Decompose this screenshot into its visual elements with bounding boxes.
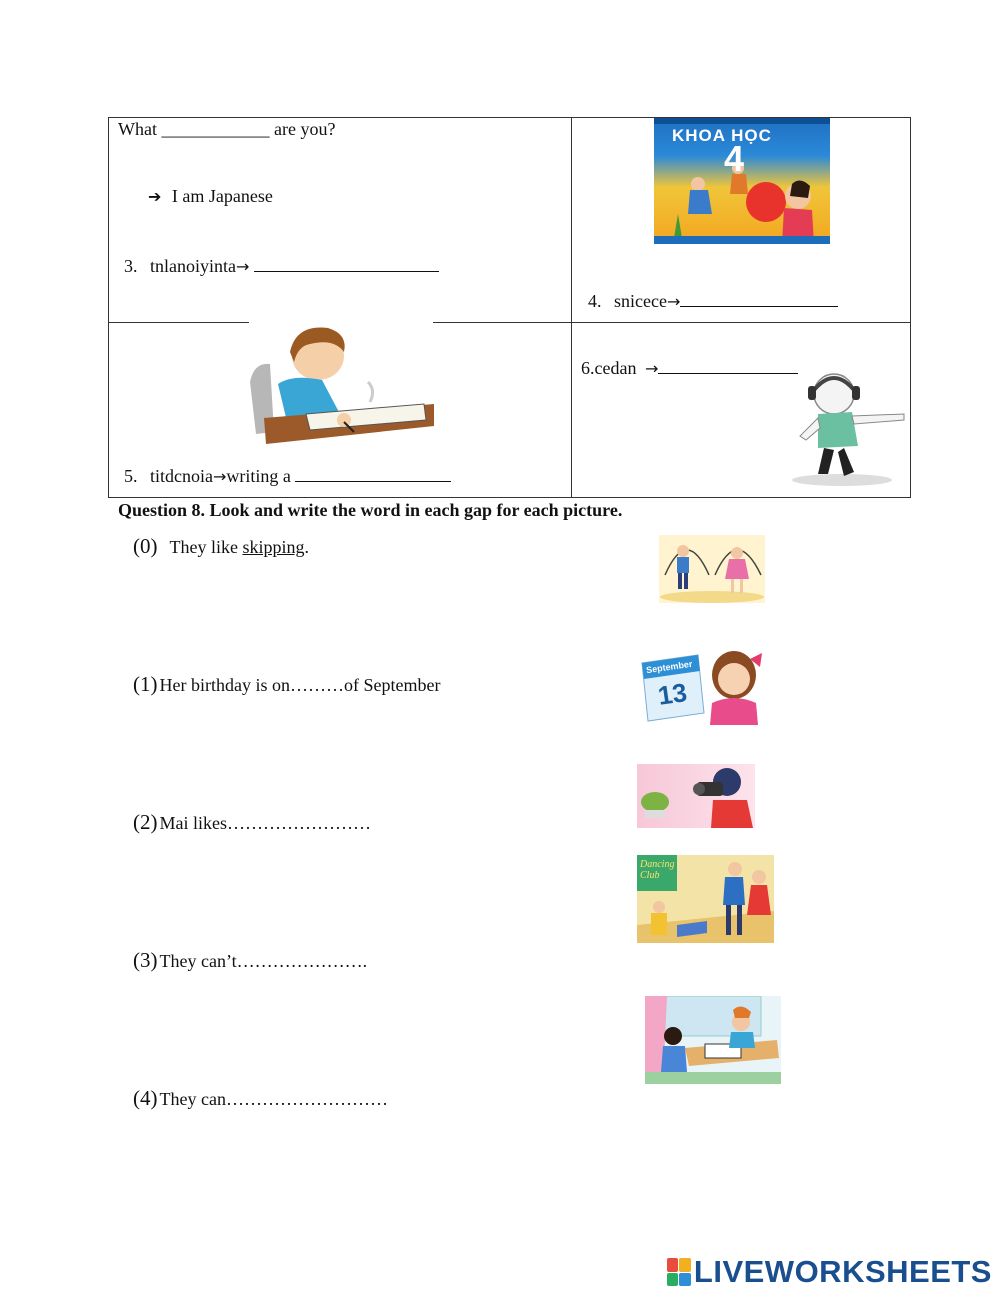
item-text-after: .: [304, 537, 309, 557]
q8-item-1: [133, 672, 440, 697]
logo-text: LIVEWORKSHEETS: [693, 1254, 992, 1289]
table-divider-left-a: [108, 322, 249, 323]
example-answer: skipping: [242, 537, 305, 557]
item-text[interactable]: They can………………………: [159, 1089, 388, 1109]
item3-line: [124, 255, 439, 277]
arrow-icon: →: [212, 467, 227, 486]
arrow-icon: →: [644, 359, 659, 378]
item4-word: snicece: [614, 291, 667, 311]
calendar-month: September: [645, 658, 694, 676]
q8-item-0: [133, 534, 309, 559]
arrow-icon: →: [666, 292, 681, 311]
item-text[interactable]: Mai likes……………………: [159, 813, 371, 833]
cell1-question: What ____________ are you?: [118, 119, 336, 139]
arrow-icon: ➔: [148, 187, 162, 206]
cell1-answer-line: [148, 186, 273, 207]
camera-girl-illustration: [637, 764, 755, 828]
item-number: (3): [133, 948, 158, 972]
item3-number: 3.: [124, 256, 138, 276]
item5-word: titdcnoia: [150, 466, 213, 486]
item-text[interactable]: Her birthday is on………of September: [159, 675, 441, 695]
skipping-illustration: [659, 535, 765, 603]
boy-writing-picture: [248, 322, 434, 454]
cell1-answer: I am Japanese: [171, 186, 273, 206]
item-number: (2): [133, 810, 158, 834]
q8-item-3: [133, 948, 367, 973]
item6-word: 6.cedan: [581, 358, 637, 378]
question8-title: Question 8. Look and write the word in each gap for each picture.: [118, 500, 623, 520]
item4-answer-blank[interactable]: [680, 290, 838, 307]
calendar-day: 13: [655, 677, 689, 711]
item-number: (0): [133, 534, 158, 558]
item-number: (4): [133, 1086, 158, 1110]
dancing-club-sign: Dancing Club: [640, 859, 675, 881]
item5-suffix: writing a: [226, 466, 291, 486]
item5-line: [124, 465, 451, 487]
liveworksheets-logo[interactable]: [667, 1254, 992, 1290]
item3-word: tnlanoiyinta: [150, 256, 236, 276]
item6-line: [581, 357, 798, 379]
chess-picture: [645, 996, 781, 1084]
dancing-kid-illustration: [788, 366, 908, 488]
item3-answer-blank[interactable]: [254, 255, 439, 272]
book-title: KHOA HỌC: [672, 126, 772, 145]
book-number: 4: [724, 138, 745, 179]
table-divider-right: [571, 322, 911, 323]
item-text[interactable]: They can’t………………….: [159, 951, 368, 971]
birthday-picture: [638, 645, 764, 725]
item4-number: 4.: [588, 291, 602, 311]
item4-line: [588, 290, 838, 312]
photography-picture: [637, 764, 755, 828]
science-book-cover: [654, 118, 830, 244]
skipping-picture: [659, 535, 765, 603]
table-divider-left-b: [433, 322, 571, 323]
dancing-club-picture: [637, 855, 774, 943]
item-text-before: They like: [169, 537, 243, 557]
table-divider-vertical: [571, 117, 572, 498]
dancing-kid-picture: [788, 366, 908, 488]
q8-item-4: [133, 1086, 388, 1111]
boy-illustration: [248, 322, 434, 454]
logo-badge-icon: [667, 1258, 691, 1286]
q8-item-2: [133, 810, 371, 835]
item5-number: 5.: [124, 466, 138, 486]
item6-answer-blank[interactable]: [658, 357, 798, 374]
arrow-icon: →: [235, 257, 250, 276]
chess-illustration: [645, 996, 781, 1084]
item-number: (1): [133, 672, 158, 696]
item5-answer-blank[interactable]: [295, 465, 451, 482]
